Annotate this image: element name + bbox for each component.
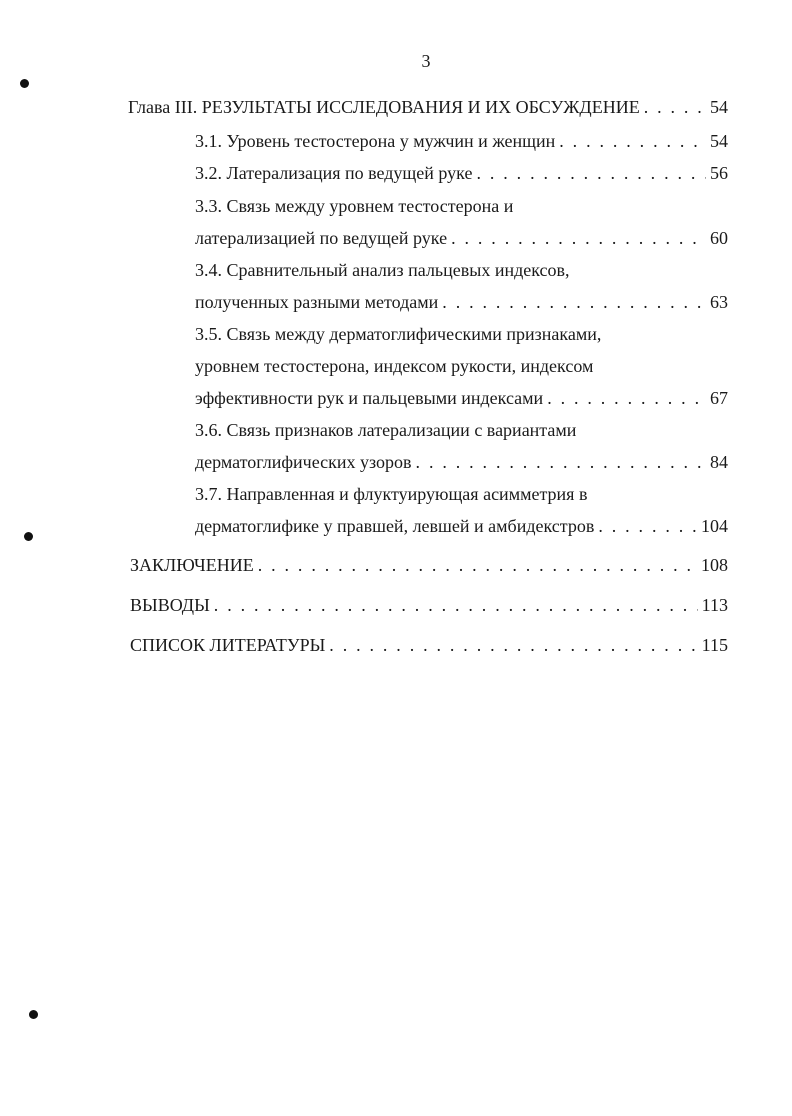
toc-leader-dots — [442, 291, 706, 313]
toc-entry-title: ЗАКЛЮЧЕНИЕ — [130, 555, 254, 575]
toc-entry-title: дерматоглифических узоров — [195, 452, 412, 472]
toc-leader-dots — [416, 451, 706, 473]
page-number: 3 — [421, 51, 431, 71]
punch-hole-mark — [24, 532, 33, 541]
toc-entry-title: ВЫВОДЫ — [130, 595, 210, 615]
toc-entry-3-3[interactable] — [195, 227, 728, 249]
toc-entry-3-7-line1: 3.7. Направленная и флуктуирующая асимметрия в — [195, 484, 588, 504]
toc-entry-3-6-line1: 3.6. Связь признаков латерализации с вариантами — [195, 420, 577, 440]
toc-entry-title: дерматоглифике у правшей, левшей и амбидекстров — [195, 516, 595, 536]
toc-entry-page: 115 — [701, 635, 728, 655]
punch-hole-mark — [29, 1010, 38, 1019]
toc-leader-dots — [258, 554, 697, 576]
toc-entry-page: 108 — [701, 555, 728, 575]
toc-leader-dots — [598, 515, 697, 537]
toc-entry-conclusion[interactable] — [130, 554, 728, 576]
toc-leader-dots — [476, 162, 706, 184]
toc-leader-dots — [451, 227, 706, 249]
toc-entry-references[interactable] — [130, 634, 728, 656]
toc-leader-dots — [547, 387, 706, 409]
toc-entry-findings[interactable] — [130, 594, 728, 616]
toc-entry-chapter3[interactable] — [128, 96, 728, 118]
toc-entry-title: 3.1. Уровень тестостерона у мужчин и женщин — [195, 131, 556, 151]
toc-entry-title: полученных разными методами — [195, 292, 439, 312]
toc-entry-page: 113 — [701, 595, 728, 615]
toc-entry-3-4[interactable] — [195, 291, 728, 313]
toc-leader-dots — [644, 96, 706, 118]
toc-leader-dots — [329, 634, 697, 656]
toc-leader-dots — [214, 594, 698, 616]
toc-entry-3-1[interactable] — [195, 130, 728, 152]
toc-entry-page: 84 — [710, 452, 728, 472]
toc-entry-3-5[interactable] — [195, 387, 728, 409]
toc-entry-title: Глава III. РЕЗУЛЬТАТЫ ИССЛЕДОВАНИЯ И ИХ ОБСУЖДЕНИЕ — [128, 97, 640, 117]
toc-entry-page: 54 — [710, 131, 728, 151]
toc-entry-3-5-line2: уровнем тестостерона, индексом рукости, индексом — [195, 356, 594, 376]
punch-hole-mark — [20, 79, 29, 88]
toc-entry-3-5-line1: 3.5. Связь между дерматоглифическими признаками, — [195, 324, 602, 344]
toc-entry-page: 67 — [710, 388, 728, 408]
toc-entry-title: эффективности рук и пальцевыми индексами — [195, 388, 544, 408]
toc-entry-title: 3.2. Латерализация по ведущей руке — [195, 163, 473, 183]
toc-entry-title: СПИСОК ЛИТЕРАТУРЫ — [130, 635, 326, 655]
toc-entry-3-7[interactable] — [195, 515, 728, 537]
toc-entry-3-2[interactable] — [195, 162, 728, 184]
toc-entry-3-6[interactable] — [195, 451, 728, 473]
toc-entry-3-4-line1: 3.4. Сравнительный анализ пальцевых индексов, — [195, 260, 570, 280]
toc-entry-page: 63 — [710, 292, 728, 312]
toc-entry-page: 60 — [710, 228, 728, 248]
toc-entry-3-3-line1: 3.3. Связь между уровнем тестостерона и — [195, 196, 514, 216]
toc-entry-page: 104 — [701, 516, 728, 536]
toc-leader-dots — [559, 130, 706, 152]
toc-entry-page: 56 — [710, 163, 728, 183]
toc-entry-page: 54 — [710, 97, 728, 117]
toc-entry-title: латерализацией по ведущей руке — [195, 228, 448, 248]
